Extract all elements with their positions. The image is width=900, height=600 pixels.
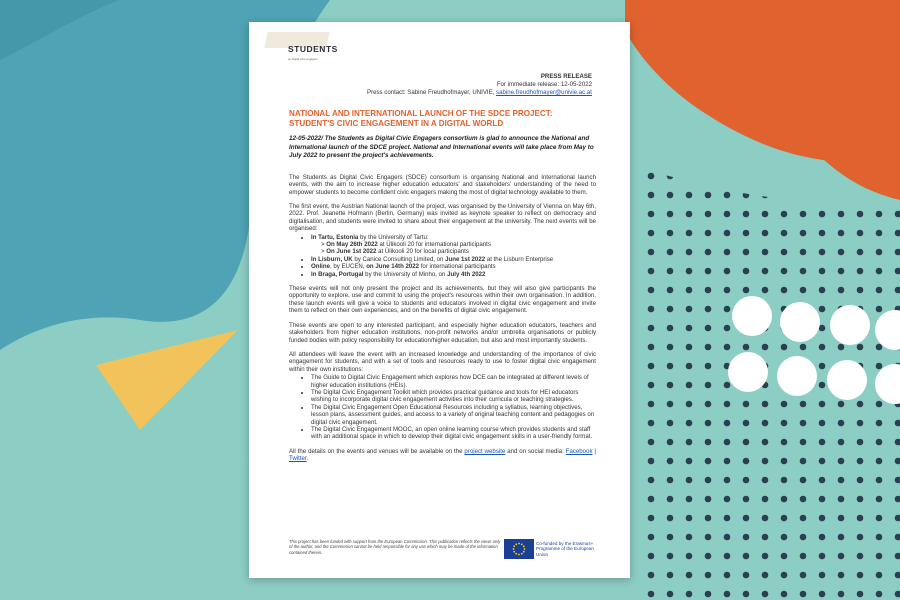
logo-wordmark: STUDENTS [288, 44, 338, 54]
document-body [289, 109, 596, 470]
press-release-label: PRESS RELEASE [540, 73, 592, 80]
lead-paragraph: 12-05-2022/ The Students as Digital Civic Engagers consortium is glad to announce the National and International launch of the SDCE project. National and International events will take place from May to July 2022 to present the project's achievements. [289, 135, 594, 160]
event-location: In Tartu, Estonia [311, 233, 359, 241]
release-date: For immediate release: 12-05-2022 [496, 81, 592, 88]
logo-tagline: as digital civic engagers [288, 57, 318, 61]
press-header [367, 73, 592, 97]
event-item-lisburn [311, 256, 596, 263]
details-text: and on social media: [505, 447, 566, 455]
event-detail: by Canice Consulting Limited, on [352, 255, 446, 263]
facebook-link[interactable]: Facebook [565, 447, 593, 455]
students-logo [266, 32, 336, 60]
event-location: Online [311, 263, 330, 271]
event-detail: for international participants [419, 263, 496, 271]
event-date: On May 26th 2022 [326, 241, 378, 249]
press-contact [367, 89, 592, 97]
event-detail: at Ülikooli 20 for international participants [377, 241, 491, 249]
event-date: on June 14th 2022 [366, 263, 420, 271]
project-website-link[interactable]: project website [464, 447, 506, 455]
event-detail: , by EUCEN, [329, 263, 367, 271]
paragraph-intro: The Students as Digital Civic Engagers (SDCE) consortium is organising National and International launch events, with the aim to increase higher education educators' and stakeholders' understanding of the need to empower students to become confident civic engagers making the most of digital technology available to them. [289, 173, 596, 196]
resource-item: • The Guide to Digital Civic Engagement which explores how DCE can be integrated at different levels of higher education institutions (HEIs). [311, 374, 596, 389]
document-footer [289, 539, 596, 559]
event-item-tartu [311, 234, 596, 256]
contact-email-link[interactable]: sabine.freudhofmayer@univie.ac.at [496, 89, 592, 96]
event-location: In Lisburn, UK [311, 255, 353, 263]
paragraph-details [289, 448, 596, 463]
paragraph-audience: These events are open to any interested participant, and especially higher education educators, teachers and stakeholders from higher education institutions, non-profit networks and/or umbrella organisations or publicly funded bodies with policy responsibility for education/higher education, but also and most importantly students. [289, 321, 596, 344]
resource-item: • The Digital Civic Engagement Toolkit which provides practical guidance and tools for HEI educators wishing to incorporate digital civic engagement activities into their curricula or teaching strategies. [311, 389, 596, 404]
event-item-online [311, 263, 596, 270]
paragraph-first-event: The first event, the Austrian National launch of the project, was organised by the University of Vienna on May 6th, 2022. Prof. Jeanette Hofmann (Berlin, Germany) was invited as keynote speaker to reflect on democracy and digitalisation, and students were invited to share about their engagement at the university. The next events will be organised: [289, 203, 596, 233]
link-separator: | [592, 447, 597, 455]
event-date: July 4th 2022 [447, 270, 486, 278]
eu-cofunding-badge [504, 539, 596, 559]
event-date: June 1st 2022 [445, 255, 486, 263]
document-headline: NATIONAL AND INTERNATIONAL LAUNCH OF THE SDCE PROJECT: STUDENT'S CIVIC ENGAGEMENT IN A DIGITAL WORLD [289, 109, 553, 128]
details-text: . [306, 455, 309, 463]
event-location: In Braga, Portugal [311, 270, 364, 278]
event-subitem [321, 248, 596, 255]
event-detail: at Ülikooli 20 for local participants [376, 248, 469, 256]
event-detail: at the Lisburn Enterprise [485, 255, 554, 263]
paragraph-outcomes: All attendees will leave the event with an increased knowledge and understanding of the importance of civic engagement for students, and with a set of tools and resources ready to use to foster digital civic engagement within their own institutions: [289, 350, 596, 373]
resource-item: • The Digital Civic Engagement Open Educational Resources including a syllabus, learning objectives, lesson plans, assessment guides, and access to a variety of original teaching content and pedagogies on digital civic engagement. [311, 404, 596, 426]
eu-flag-icon [504, 539, 534, 559]
paragraph-purpose: These events will not only present the project and its achievements, but they will also give participants the opportunity to explore, use and commit to using the project's resources within their own organisation. In addition, these launch events will give a voice to students and educators involved in digital civic engagement and invite them to reflect on their own experiences, and on the benefits of digital civic engagement. [289, 285, 596, 315]
event-detail: by the University of Minho, on [363, 270, 448, 278]
twitter-link[interactable]: Twitter [289, 455, 307, 463]
event-subitem [321, 241, 596, 248]
eu-cofunding-text: Co-funded by the Erasmus+ Programme of the European Union [536, 540, 594, 557]
details-text: All the details on the events and venues will be available on the [289, 447, 465, 455]
resource-item: • The Digital Civic Engagement MOOC, an open online learning course which provides students and staff with an additional space in which to develop their digital civic engagement skills in a user-friendly format. [311, 426, 596, 441]
event-detail: by the University of Tartu: [358, 233, 429, 241]
event-item-braga [311, 271, 596, 278]
event-date: On June 1st 2022 [326, 248, 377, 256]
events-list [289, 234, 596, 278]
resources-list [289, 374, 596, 441]
press-release-document [249, 22, 630, 578]
tartu-sub-list [311, 241, 596, 256]
press-contact-text: Press contact: Sabine Freudhofmayer, UNIVIE, [367, 89, 497, 96]
funding-disclaimer: This project has been funded with support from the European Commission. This publication reflects the views only of the author, and the Commission cannot be held responsible for any use which may be made of the information contained therein. [289, 539, 501, 555]
